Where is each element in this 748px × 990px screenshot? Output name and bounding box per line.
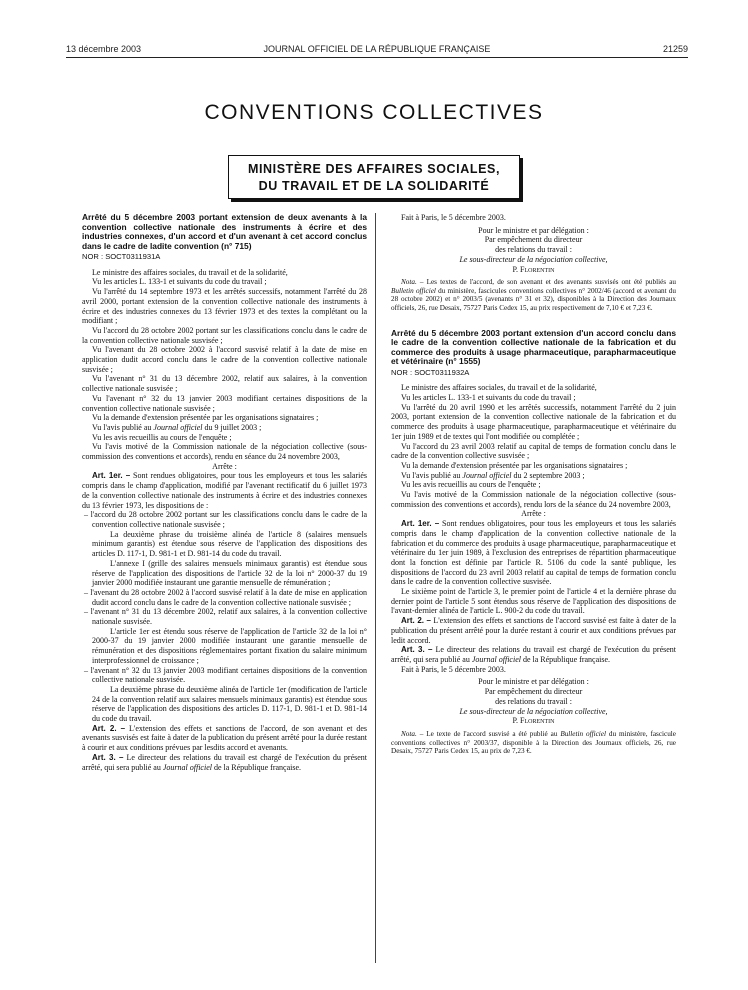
arrete1-item: – l'avenant n° 32 du 13 janvier 2003 modifiant certaines dispositions de la convention collective nationale susvisée. (84, 665, 367, 685)
arrete1-fait: Fait à Paris, le 5 décembre 2003. (401, 213, 506, 222)
arrete1-item: La deuxième phrase du deuxième alinéa de l'article 1er (modification de l'article 24 de la convention relatif aux salaires mensuels minimaux garantis) est étendue sous réserve de l'application des dispositions des articles D. 117-1, D. 981-1 et D. 981-14 du code du travail. (92, 684, 367, 724)
arrete1-nota: Nota. – Les textes de l'accord, de son avenant et des avenants susvisés ont été publiés au Bulletin officiel du ministère, fascicules conventions collectives n° 2002/46 (accord et avenant du 28 octobre 2002) et n° 2003/5 (avenants n° 31 et 32), disponibles à la Direction des Journaux officiels, 26, rue Desaix, 75727 Paris Cedex 15, au prix respectivement de 7,10 € et 7,23 €. (391, 278, 676, 312)
left-column (82, 213, 367, 772)
ministry-line-1: MINISTÈRE DES AFFAIRES SOCIALES, (247, 162, 501, 176)
arrete2-para: Vu la demande d'extension présentée par les organisations signataires ; (401, 460, 628, 470)
arrete2-article-3: Art. 3. – Le directeur des relations du travail est chargé de l'exécution du présent arrêté, qui sera publié au Journal officiel de la République française. (391, 645, 677, 664)
arrete1-nor: NOR : SOCT0311931A (82, 252, 161, 261)
arrete1-item: L'annexe I (grille des salaires mensuels minimaux garantis) est étendue sous réserve de l'application des dispositions de l'article 32 de la loi n° 2000-37 du 19 janvier 2000 modifiée instaurant une garantie mensuelle de rémunération ; (92, 558, 367, 588)
arrete1-signature: des relations du travail : (495, 245, 572, 255)
arrete1-article-3: Art. 3. – Le directeur des relations du travail est chargé de l'exécution du présent arrêté, qui sera publié au Journal officiel de la République française. (82, 752, 368, 772)
ministry-line-2: DU TRAVAIL ET DE LA SOLIDARITÉ (258, 179, 490, 193)
arrete1-para: Vu l'avenant du 28 octobre 2002 à l'accord susvisé relatif à la date de mise en application dudit accord conclu dans le cadre de la convention collective nationale susvisée ; (82, 345, 367, 374)
header-page-number: 21259 (662, 44, 688, 54)
arrete1-para: Vu l'accord du 28 octobre 2002 portant sur les classifications conclu dans le cadre de la convention collective nationale susvisée ; (82, 325, 367, 345)
arrete2-signature-role: Le sous-directeur de la négociation collective, (459, 706, 608, 716)
arrete1-signature-name: P. Florentin (512, 264, 555, 274)
arrete1-para: Vu l'avenant n° 31 du 13 décembre 2002, relatif aux salaires, à la convention collective nationale susvisée ; (82, 374, 367, 394)
ministry-box (228, 155, 520, 199)
arrete2-arrete-label: Arrête : (521, 509, 546, 519)
arrete2-article-1-para2: Le sixième point de l'article 3, le premier point de l'article 4 et la dernière phrase du dernier point de l'article 5 sont étendus sous réserve de l'application des dispositions de l'avant-dernier alinéa de l'article L. 900-2 du code du travail. (391, 587, 676, 616)
arrete1-avis: Vu l'avis publié au Journal officiel du 9 juillet 2003 ; (92, 422, 262, 432)
arrete1-item: – l'accord du 28 octobre 2002 portant sur les classifications conclu dans le cadre de la convention collective nationale susvisée ; (84, 510, 367, 529)
arrete2-signature: Par empêchement du directeur (484, 687, 583, 697)
arrete1-para: Vu l'avenant n° 32 du 13 janvier 2003 modifiant certaines dispositions de la convention collective nationale susvisée ; (82, 393, 367, 413)
arrete2-nota: Nota. – Le texte de l'accord susvisé a été publié au Bulletin officiel du ministère, fascicule conventions collectives n° 2003/37, disponible à la Direction des Journaux officiels, 26, rue Desaix, 75727 Paris Cedex 15, au prix de 7,23 €. (391, 729, 676, 756)
arrete1-para: Vu les avis recueillis au cours de l'enquête ; (92, 432, 232, 442)
arrete1-title: Arrêté du 5 décembre 2003 portant extension de deux avenants à la convention collective nationale des instruments à écrire et des industries connexes, d'un accord et d'un avenant à cet accord conclus dans le cadre de ladite convention (n° 715) (82, 212, 367, 251)
header-journal-title: JOURNAL OFFICIEL DE LA RÉPUBLIQUE FRANÇAISE (263, 44, 491, 54)
section-title: CONVENTIONS COLLECTIVES (204, 101, 544, 124)
column-divider (375, 213, 376, 963)
arrete1-signature-role: Le sous-directeur de la négociation collective, (459, 254, 608, 264)
arrete2-para: Vu les articles L. 133-1 et suivants du code du travail ; (401, 393, 576, 402)
arrete1-para: Vu les articles L. 133-1 et suivants du code du travail ; (92, 277, 267, 287)
arrete1-signature: Pour le ministre et par délégation : (478, 225, 589, 235)
arrete2-article-1: Art. 1er. – Sont rendues obligatoires, pour tous les employeurs et tous les salariés compris dans le champ d'application de la convention collective nationale de la fabrication et du commerce des produits à usage pharmaceutique, parapharmaceutique et vétérinaire du 1er juin 1989, à l'exclusion des entreprises de répartition pharmaceutique dont la fonction est définie par l'article R. 5106 du code la santé publique, les dispositions de l'accord du 23 avril 2003 relatif au capital de temps de formation conclu dans le cadre de la convention collective susvisée. (391, 519, 677, 587)
arrete1-item: L'article 1er est étendu sous réserve de l'application de l'article 32 de la loi n° 2000-37 du 19 janvier 2000 modifiée instaurant une garantie mensuelle de rémunération et des dispositions réglementaires portant fixation du salaire minimum interprofessionnel de croissance ; (92, 626, 367, 665)
arrete1-item: – l'avenant n° 31 du 13 décembre 2002, relatif aux salaires, à la convention collective nationale susvisée. (84, 607, 367, 627)
arrete2-avis: Vu l'avis publié au Journal officiel du 2 septembre 2003 ; (401, 470, 585, 480)
arrete2-title: Arrêté du 5 décembre 2003 portant extension d'un accord conclu dans le cadre de la convention collective nationale de la fabrication et du commerce des produits à usage pharmaceutique, parapharmaceutique et vétérinaire (n° 1555) (391, 327, 676, 367)
header-rule (66, 57, 688, 58)
arrete2-signature: Pour le ministre et par délégation : (478, 677, 589, 687)
arrete1-article-1: Art. 1er. – Sont rendues obligatoires, pour tous les employeurs et tous les salariés compris dans le champ d'application, modifié par l'avenant rectificatif du 6 juillet 1973 de la convention collective nationale des instruments à écrire et des industries connexes du 13 février 1973, les dispositions de : (82, 471, 368, 510)
arrete1-article-2: Art. 2. – L'extension des effets et sanctions de l'accord, de son avenant et des avenants susvisés est faite à dater de la publication du présent arrêté pour la durée restant à courir et aux conditions prévues par lesdits accord et avenants. (82, 723, 368, 753)
arrete1-para: Vu la demande d'extension présentée par les organisations signataires ; (92, 413, 319, 423)
arrete2-signature: des relations du travail : (495, 696, 572, 706)
arrete1-item: La deuxième phrase du troisième alinéa de l'article 8 (salaires mensuels minimum garantis) est étendue sous réserve de l'application des dispositions des articles D. 117-1, D. 981-1 et D. 981-14 du code du travail. (92, 529, 367, 559)
running-header (66, 44, 688, 58)
arrete2-nor: NOR : SOCT0311932A (391, 367, 470, 377)
arrete2-para: Vu les avis recueillis au cours de l'enquête ; (401, 480, 541, 490)
arrete1-item: – l'avenant du 28 octobre 2002 à l'accord susvisé relatif à la date de mise en application dudit accord conclu dans le cadre de la convention collective nationale susvisée ; (84, 587, 367, 607)
arrete2-para: Le ministre des affaires sociales, du travail et de la solidarité, (401, 383, 597, 393)
arrete2-article-2: Art. 2. – L'extension des effets et sanctions de l'accord susvisé est faite à dater de la publication du présent arrêté pour la durée restant à courir et aux conditions prévues par ledit accord. (391, 616, 676, 645)
arrete2-para: Vu l'arrêté du 20 avril 1990 et les arrêtés successifs, notamment l'arrêté du 2 juin 2003, portant extension de la convention collective nationale de la fabrication et du commerce des produits à usage pharmaceutique, parapharmaceutique et vétérinaire du 1er juin 1989 et de textes qui l'ont modifiée ou complétée ; (391, 402, 676, 441)
arrete2-fait: Fait à Paris, le 5 décembre 2003. (401, 664, 506, 674)
arrete2-signature-name: P. Florentin (512, 716, 555, 726)
arrete1-para: Le ministre des affaires sociales, du travail et de la solidarité, (92, 267, 288, 277)
arrete2-para: Vu l'avis motivé de la Commission nationale de la négociation collective (sous-commission des conventions et accords), rendu lors de la séance du 24 novembre 2003, (391, 490, 676, 509)
arrete1-para: Vu l'avis motivé de la Commission nationale de la négociation collective (sous-commission des conventions et accords), rendu en séance du 24 novembre 2003, (82, 442, 367, 462)
header-date: 13 décembre 2003 (66, 44, 142, 54)
arrete2-para: Vu l'accord du 23 avril 2003 relatif au capital de temps de formation conclu dans le cadre de la convention collective susvisée ; (391, 441, 676, 461)
arrete1-signature: Par empêchement du directeur (484, 235, 583, 245)
arrete1-para: Vu l'arrêté du 14 septembre 1973 et les arrêtés successifs, notamment l'arrêté du 28 avril 2000, portant extension de la convention collective nationale des instruments à écrire et des industries connexes du 13 février 1973 et des textes la complétant ou la modifiant ; (82, 287, 367, 326)
right-column (391, 213, 676, 756)
arrete1-arrete-label: Arrête : (212, 461, 237, 471)
